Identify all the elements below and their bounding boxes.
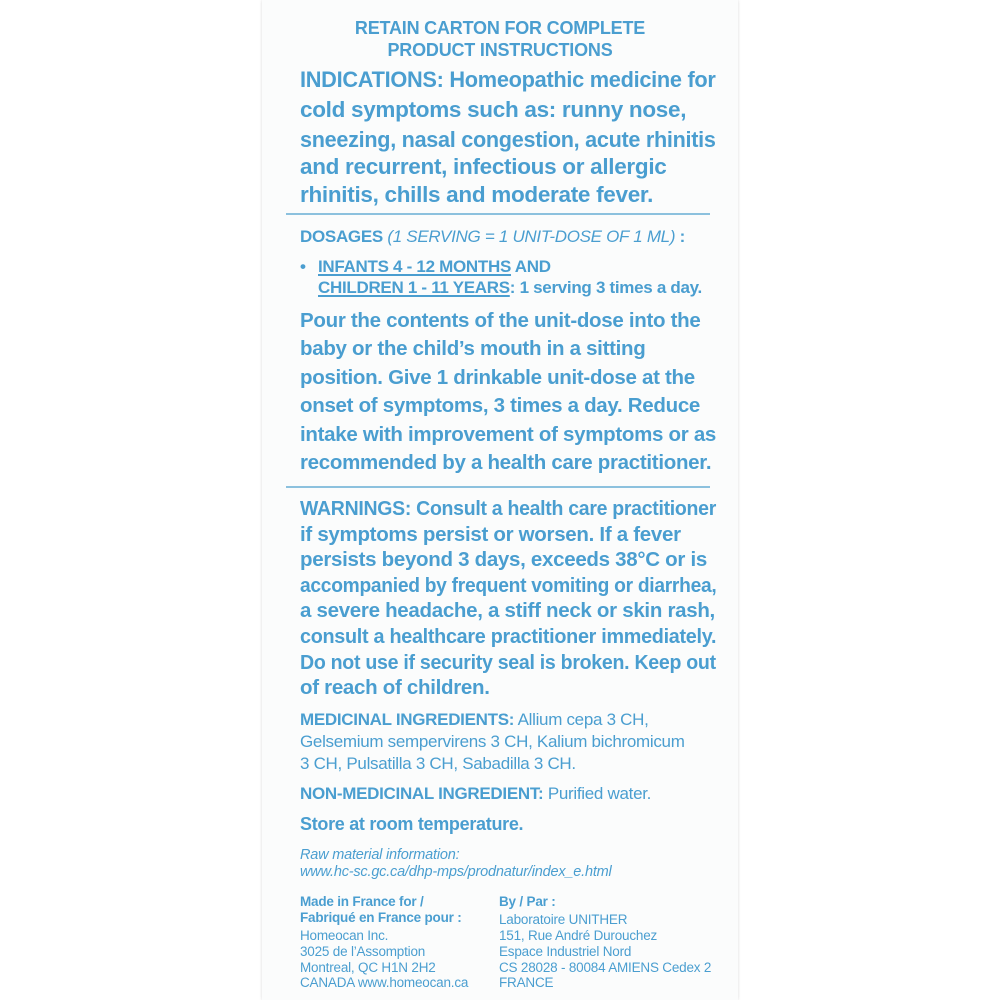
instructions-line-6: recommended by a health care practitioner. [300,451,712,474]
indications-line-2: cold symptoms such as: runny nose, [300,97,687,122]
non-medicinal-ingredient: NON-MEDICINAL INGREDIENT: Purified water. [300,784,652,803]
instructions-line-3: position. Give 1 drinkable unit-dose at the [300,366,695,389]
non-medicinal-label: NON-MEDICINAL INGREDIENT: [300,784,544,803]
made-in-label-2: Fabriqué en France pour : [300,910,462,925]
made-in-label-1: Made in France for / [300,894,424,909]
by-line-2: 151, Rue André Durouchez [499,928,658,943]
indications-line-3: sneezing, nasal congestion, acute rhinitis [300,127,716,152]
by-label: By / Par : [499,894,556,909]
by-line-1: Laboratoire UNITHER [499,912,628,927]
warnings-line-6: consult a healthcare practitioner immediately. [300,625,717,648]
indications-label: INDICATIONS: [300,67,444,92]
made-in-line-4: CANADA www.homeocan.ca [300,975,469,990]
header-line-2: PRODUCT INSTRUCTIONS [387,40,613,60]
instructions-line-1: Pour the contents of the unit-dose into the [300,309,701,332]
instructions-line-4: onset of symptoms, 3 times a day. Reduce [300,394,701,417]
dosage-children: CHILDREN 1 - 11 YEARS: 1 serving 3 times a day. [318,278,702,297]
storage-text: Store at room temperature. [300,814,524,834]
dosages-note: (1 SERVING = 1 UNIT-DOSE OF 1 ML) [387,227,676,246]
warnings-line-2: if symptoms persist or worsen. If a fever [300,523,681,546]
instructions-line-2: baby or the child’s mouth in a sitting [300,337,646,360]
warnings-line-7: Do not use if security seal is broken. Keep out [300,651,716,674]
raw-material-url: www.hc-sc.gc.ca/dhp-mps/prodnatur/index_e.html [300,864,612,880]
warnings-line-5: a severe headache, a stiff neck or skin rash, [300,599,715,622]
bullet-icon: • [300,257,306,276]
warnings-line-3: persists beyond 3 days, exceeds 38°C or is [300,548,707,571]
medicinal-line-3: 3 CH, Pulsatilla 3 CH, Sabadilla 3 CH. [300,754,576,773]
instructions-line-5: intake with improvement of symptoms or as [300,423,717,446]
indications-line-5: rhinitis, chills and moderate fever. [300,182,654,207]
warnings-line-1: WARNINGS: Consult a health care practitioner [300,497,716,520]
warnings-line-4: accompanied by frequent vomiting or diarrhea, [300,574,717,597]
warnings-line-8: of reach of children. [300,676,490,699]
warnings-label: WARNINGS: [300,497,412,520]
dosages-heading: DOSAGES (1 SERVING = 1 UNIT-DOSE OF 1 ML) : [300,227,686,246]
dosages-label: DOSAGES [300,227,383,246]
medicinal-line-1: MEDICINAL INGREDIENTS: Allium cepa 3 CH, [300,710,649,729]
medicinal-line-2: Gelsemium sempervirens 3 CH, Kalium bichromicum [300,732,685,751]
divider-1 [286,213,710,215]
made-in-line-3: Montreal, QC H1N 2H2 [300,960,436,975]
divider-2 [286,486,710,488]
made-in-line-1: Homeocan Inc. [300,928,389,943]
by-line-4: CS 28028 - 80084 AMIENS Cedex 2 [499,960,712,975]
indications-line-4: and recurrent, infectious or allergic [300,154,667,179]
dosage-infants: INFANTS 4 - 12 MONTHS AND [318,257,551,276]
by-line-3: Espace Industriel Nord [499,944,632,959]
made-in-line-2: 3025 de l’Assomption [300,944,426,959]
by-line-5: FRANCE [499,975,554,990]
raw-material-label: Raw material information: [300,847,460,863]
header-line-1: RETAIN CARTON FOR COMPLETE [354,18,646,38]
medicinal-label: MEDICINAL INGREDIENTS: [300,710,515,729]
indications-line-1: INDICATIONS: Homeopathic medicine for [300,67,716,92]
